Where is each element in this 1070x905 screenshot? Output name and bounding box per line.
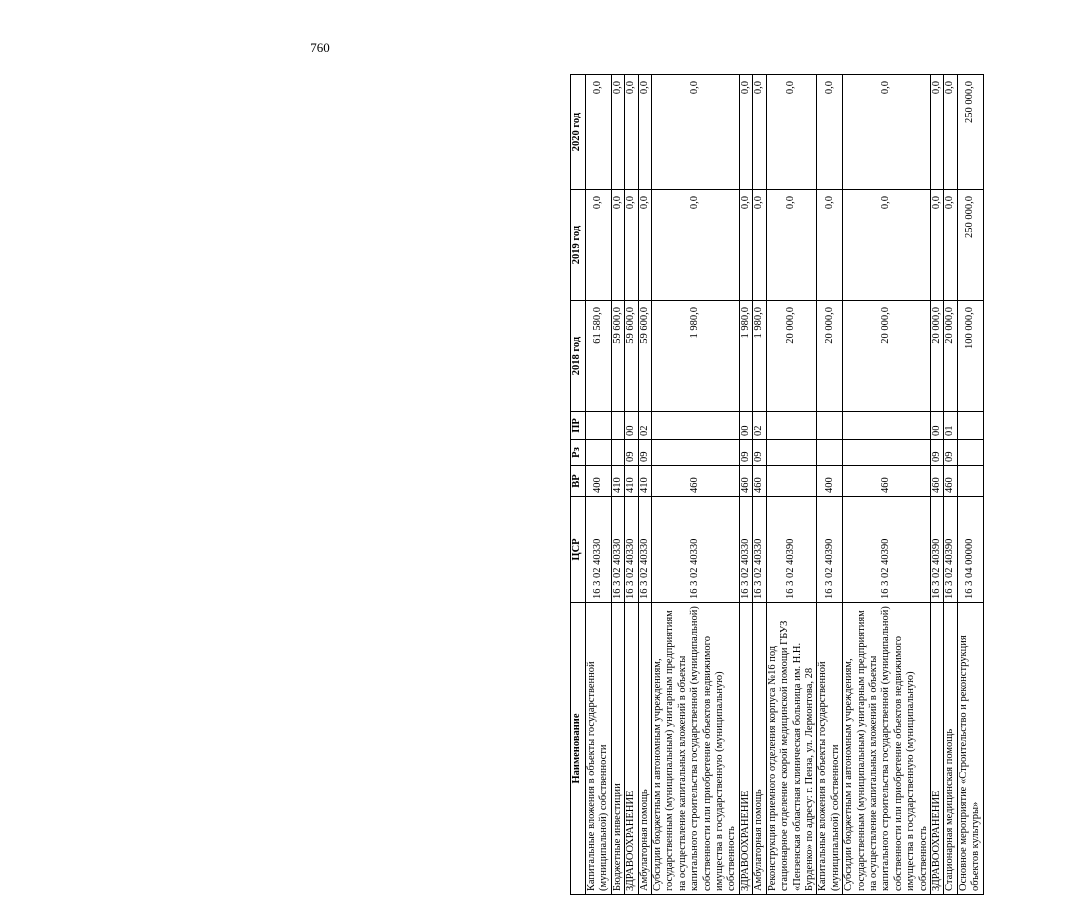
header-csr: ЦСР: [571, 497, 586, 603]
cell-name: Стационарная медицинская помощь: [944, 603, 957, 895]
cell-pr: [586, 412, 612, 440]
cell-y2020: 0,0: [930, 75, 943, 190]
cell-vr: 460: [652, 466, 740, 497]
cell-csr: 16 3 02 40390: [766, 497, 817, 603]
cell-vr: 460: [944, 466, 957, 497]
cell-y2020: 0,0: [817, 75, 843, 190]
cell-y2020: 0,0: [625, 75, 638, 190]
cell-y2019: 0,0: [625, 190, 638, 301]
cell-rz: [957, 440, 983, 466]
cell-name: ЗДРАВООХРАНЕНИЕ: [739, 603, 752, 895]
cell-y2019: 0,0: [753, 190, 766, 301]
table-row: [739, 75, 752, 895]
cell-pr: [817, 412, 843, 440]
cell-pr: [611, 412, 624, 440]
cell-name: Капитальные вложения в объекты государственной (муниципальной) собственности: [817, 603, 843, 895]
cell-vr: 460: [843, 466, 931, 497]
cell-y2018: 59 600,0: [611, 301, 624, 412]
table-row: [944, 75, 957, 895]
cell-rz: 09: [739, 440, 752, 466]
cell-y2018: 1 980,0: [652, 301, 740, 412]
cell-vr: 400: [817, 466, 843, 497]
cell-y2018: 59 600,0: [638, 301, 651, 412]
header-pr: ПР: [571, 412, 586, 440]
cell-y2020: 0,0: [638, 75, 651, 190]
cell-y2019: 0,0: [638, 190, 651, 301]
cell-rz: [652, 440, 740, 466]
cell-pr: 00: [625, 412, 638, 440]
cell-y2019: 0,0: [739, 190, 752, 301]
cell-y2019: 0,0: [817, 190, 843, 301]
cell-vr: 460: [930, 466, 943, 497]
cell-name: Реконструкция приемного отделения корпуса №16 под стационарное отделение скорой медицинской помощи ГБУЗ «Пензенская областная клиническая больница им. Н.Н. Бурденко» по адресу: г. Пенза, ул. Лермонтова, 28: [766, 603, 817, 895]
cell-pr: 02: [638, 412, 651, 440]
cell-name: Амбулаторная помощь: [753, 603, 766, 895]
cell-y2020: 0,0: [843, 75, 931, 190]
header-2020: 2020 год: [571, 75, 586, 190]
table-row: [753, 75, 766, 895]
cell-csr: 16 3 02 40390: [944, 497, 957, 603]
cell-name: Субсидии бюджетным и автономным учреждениям, государственным (муниципальным) унитарным предприятиям на осуществление капитальных вложений в объекты капитального строительства государственной (муниципальной) собственности или приобретение объектов недвижимого имущества в государственную (муниципальную) собственность: [652, 603, 740, 895]
cell-name: Бюджетные инвестиции: [611, 603, 624, 895]
cell-csr: 16 3 02 40330: [638, 497, 651, 603]
rotated-table-container: [570, 75, 1070, 895]
cell-name: Основное мероприятие «Строительство и реконструкция объектов культуры»: [957, 603, 983, 895]
cell-vr: 460: [753, 466, 766, 497]
cell-rz: [817, 440, 843, 466]
cell-name: ЗДРАВООХРАНЕНИЕ: [625, 603, 638, 895]
cell-y2018: 59 600,0: [625, 301, 638, 412]
cell-csr: 16 3 02 40330: [739, 497, 752, 603]
cell-y2018: 20 000,0: [817, 301, 843, 412]
cell-csr: 16 3 02 40330: [652, 497, 740, 603]
cell-pr: [843, 412, 931, 440]
cell-y2020: 0,0: [944, 75, 957, 190]
header-2018: 2018 год: [571, 301, 586, 412]
header-rz: Рз: [571, 440, 586, 466]
cell-rz: 09: [638, 440, 651, 466]
cell-y2018: 20 000,0: [930, 301, 943, 412]
cell-csr: 16 3 02 40390: [817, 497, 843, 603]
cell-y2020: 250 000,0: [957, 75, 983, 190]
table-row: [766, 75, 817, 895]
table-row: [817, 75, 843, 895]
cell-y2019: 0,0: [611, 190, 624, 301]
cell-csr: 16 3 02 40330: [611, 497, 624, 603]
cell-name: Субсидии бюджетным и автономным учреждениям, государственным (муниципальным) унитарным предприятиям на осуществление капитальных вложений в объекты капитального строительства государственной (муниципальной) собственности или приобретение объектов недвижимого имущества в государственную (муниципальную) собственность: [843, 603, 931, 895]
cell-y2018: 100 000,0: [957, 301, 983, 412]
cell-pr: 01: [944, 412, 957, 440]
cell-csr: 16 3 04 00000: [957, 497, 983, 603]
table-row: [957, 75, 983, 895]
header-name: Наименование: [571, 603, 586, 895]
cell-y2019: 0,0: [586, 190, 612, 301]
cell-y2018: 20 000,0: [843, 301, 931, 412]
cell-pr: [957, 412, 983, 440]
cell-vr: 410: [611, 466, 624, 497]
cell-name: ЗДРАВООХРАНЕНИЕ: [930, 603, 943, 895]
cell-pr: 02: [753, 412, 766, 440]
cell-y2019: 0,0: [652, 190, 740, 301]
cell-y2020: 0,0: [611, 75, 624, 190]
table-row: [586, 75, 612, 895]
cell-y2019: 250 000,0: [957, 190, 983, 301]
cell-csr: 16 3 02 40330: [625, 497, 638, 603]
cell-vr: 460: [739, 466, 752, 497]
cell-vr: [957, 466, 983, 497]
cell-name: Амбулаторная помощь: [638, 603, 651, 895]
cell-rz: 09: [944, 440, 957, 466]
cell-y2018: 20 000,0: [766, 301, 817, 412]
cell-y2020: 0,0: [766, 75, 817, 190]
cell-rz: [766, 440, 817, 466]
cell-y2020: 0,0: [739, 75, 752, 190]
cell-csr: 16 3 02 40390: [930, 497, 943, 603]
cell-rz: 09: [625, 440, 638, 466]
budget-table: [570, 74, 984, 895]
cell-y2020: 0,0: [753, 75, 766, 190]
cell-pr: 00: [739, 412, 752, 440]
table-row: [843, 75, 931, 895]
cell-y2018: 20 000,0: [944, 301, 957, 412]
cell-rz: 09: [753, 440, 766, 466]
cell-y2019: 0,0: [944, 190, 957, 301]
cell-rz: [843, 440, 931, 466]
cell-y2020: 0,0: [652, 75, 740, 190]
cell-pr: [766, 412, 817, 440]
cell-y2019: 0,0: [843, 190, 931, 301]
table-row: [625, 75, 638, 895]
table-row: [930, 75, 943, 895]
page-number: 760: [310, 40, 330, 55]
cell-rz: 09: [930, 440, 943, 466]
cell-csr: 16 3 02 40330: [586, 497, 612, 603]
cell-vr: 400: [586, 466, 612, 497]
cell-y2020: 0,0: [586, 75, 612, 190]
cell-vr: 410: [638, 466, 651, 497]
header-2019: 2019 год: [571, 190, 586, 301]
cell-y2018: 1 980,0: [739, 301, 752, 412]
cell-vr: 410: [625, 466, 638, 497]
cell-y2018: 61 580,0: [586, 301, 612, 412]
table-body: [586, 75, 984, 895]
header-row: [571, 75, 586, 895]
table-row: [652, 75, 740, 895]
cell-pr: [652, 412, 740, 440]
cell-csr: 16 3 02 40390: [843, 497, 931, 603]
cell-y2018: 1 980,0: [753, 301, 766, 412]
cell-name: Капитальные вложения в объекты государственной (муниципальной) собственности: [586, 603, 612, 895]
cell-y2019: 0,0: [930, 190, 943, 301]
cell-pr: 00: [930, 412, 943, 440]
cell-rz: [611, 440, 624, 466]
cell-y2019: 0,0: [766, 190, 817, 301]
table-row: [638, 75, 651, 895]
cell-vr: [766, 466, 817, 497]
table-row: [611, 75, 624, 895]
cell-csr: 16 3 02 40330: [753, 497, 766, 603]
cell-rz: [586, 440, 612, 466]
header-vr: ВР: [571, 466, 586, 497]
